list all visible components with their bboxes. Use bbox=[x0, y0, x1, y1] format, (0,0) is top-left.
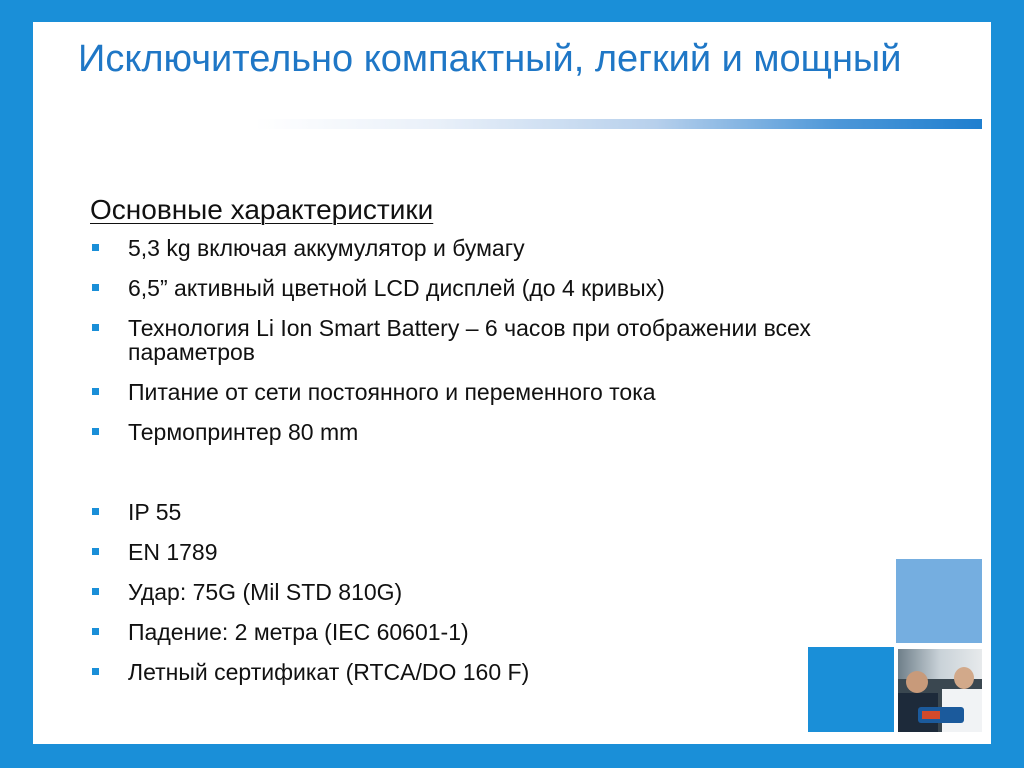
square-bullet-icon bbox=[92, 324, 99, 331]
square-bullet-icon bbox=[92, 668, 99, 675]
square-bullet-icon bbox=[92, 388, 99, 395]
paramedics-photo bbox=[898, 649, 982, 732]
list-item: Падение: 2 метра (IEC 60601-1) bbox=[89, 620, 929, 644]
square-bullet-icon bbox=[92, 284, 99, 291]
slide-title: Исключительно компактный, легкий и мощный bbox=[78, 38, 902, 80]
section-heading: Основные характеристики bbox=[90, 194, 434, 225]
list-item: Технология Li Ion Smart Battery – 6 часов при отображении всех параметров bbox=[89, 316, 929, 364]
square-bullet-icon bbox=[92, 244, 99, 251]
light-blue-square bbox=[896, 559, 982, 643]
list-item: 6,5” активный цветной LCD дисплей (до 4 кривых) bbox=[89, 276, 929, 300]
list-item: EN 1789 bbox=[89, 540, 929, 564]
square-bullet-icon bbox=[92, 428, 99, 435]
square-bullet-icon bbox=[92, 628, 99, 635]
dark-blue-square bbox=[808, 647, 894, 732]
square-bullet-icon bbox=[92, 548, 99, 555]
square-bullet-icon bbox=[92, 508, 99, 515]
list-item: Термопринтер 80 mm bbox=[89, 420, 929, 444]
slide bbox=[33, 22, 991, 744]
list-item: Питание от сети постоянного и переменного тока bbox=[89, 380, 929, 404]
list-item: IP 55 bbox=[89, 500, 929, 524]
spec-list bbox=[89, 236, 929, 684]
list-spacer bbox=[89, 444, 929, 500]
list-item: 5,3 kg включая аккумулятор и бумагу bbox=[89, 236, 929, 260]
title-gradient-rule bbox=[255, 119, 982, 129]
list-item: Летный сертификат (RTCA/DO 160 F) bbox=[89, 660, 929, 684]
list-item: Удар: 75G (Mil STD 810G) bbox=[89, 580, 929, 604]
square-bullet-icon bbox=[92, 588, 99, 595]
